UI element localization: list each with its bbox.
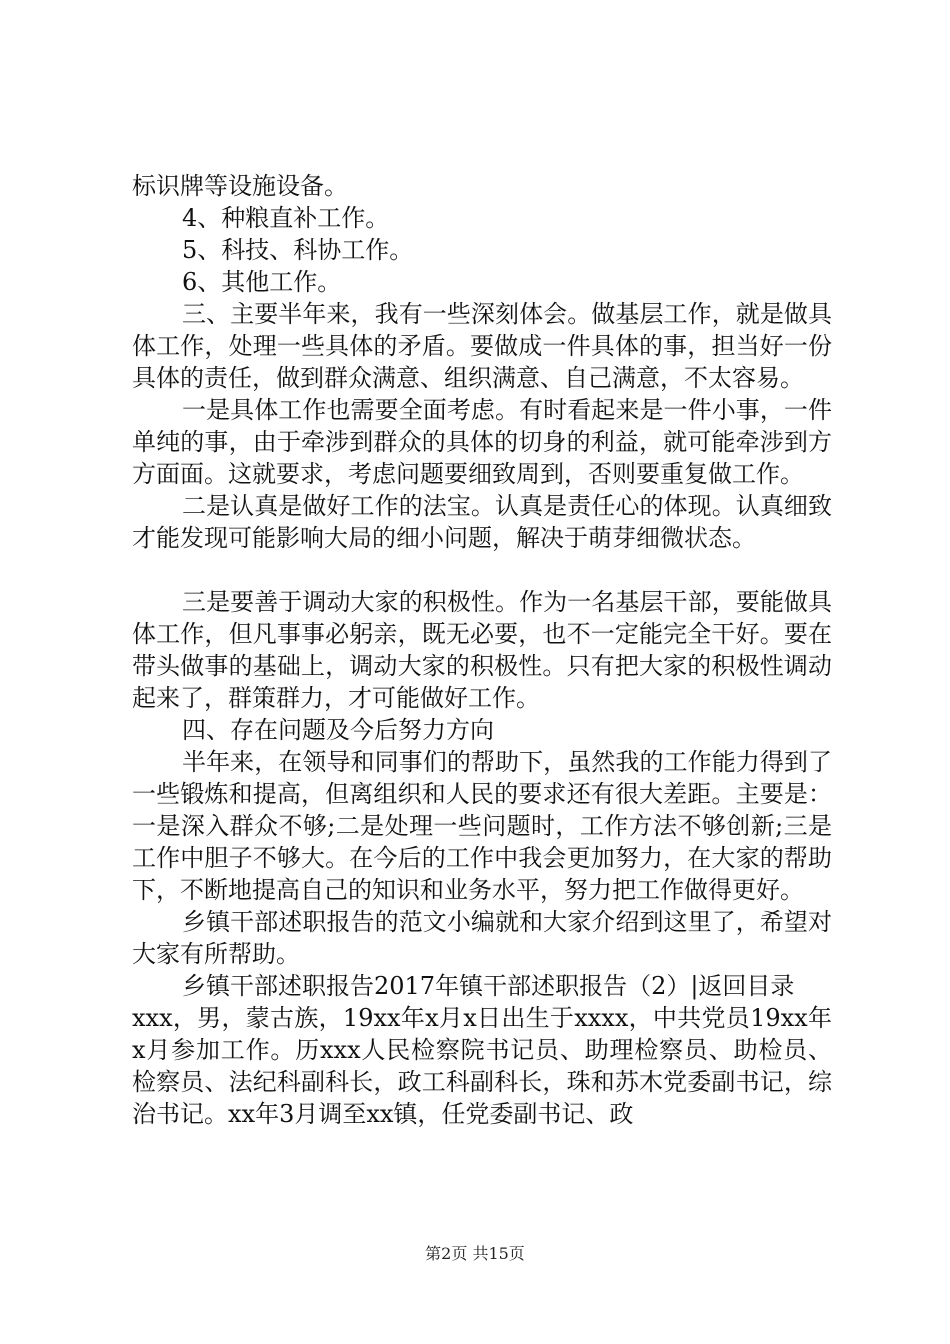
- document-body: [132, 170, 832, 1130]
- paragraph-point-2: 二是认真是做好工作的法宝。认真是责任心的体现。认真细致才能发现可能影响大局的细小问题，解决于萌芽细微状态。: [132, 492, 832, 552]
- paragraph-point-1: 一是具体工作也需要全面考虑。有时看起来是一件小事，一件单纯的事，由于牵涉到群众的具体的切身的利益，就可能牵涉到方方面面。这就要求，考虑问题要细致周到，否则要重复做工作。: [132, 396, 832, 488]
- paragraph-point-3: 三是要善于调动大家的积极性。作为一名基层干部，要能做具体工作，但凡事事必躬亲，既无必要，也不一定能完全干好。要在带头做事的基础上，调动大家的积极性。只有把大家的积极性调动起来了，群策群力，才可能做好工作。: [132, 588, 832, 712]
- paragraph-bio: xxx，男，蒙古族，19xx年x月x日出生于xxxx，中共党员19xx年x月参加工作。历xxx人民检察院书记员、助理检察员、助检员、检察员、法纪科副科长，政工科副科长，珠和苏木党委副书记，综治书记。xx年3月调至xx镇，任党委副书记、政: [132, 1004, 832, 1128]
- paragraph-problems: 半年来，在领导和同事们的帮助下，虽然我的工作能力得到了一些锻炼和提高，但离组织和人民的要求还有很大差距。主要是：一是深入群众不够;二是处理一些问题时，工作方法不够创新;三是工作中胆子不够大。在今后的工作中我会更加努力，在大家的帮助下，不断地提高自己的知识和业务水平，努力把工作做得更好。: [132, 748, 832, 904]
- paragraph-continuation: 标识牌等设施设备。: [132, 172, 348, 200]
- paragraph-section-3: 三、主要半年来，我有一些深刻体会。做基层工作，就是做具体工作，处理一些具体的矛盾。要做成一件具体的事，担当好一份具体的责任，做到群众满意、组织满意、自己满意，不太容易。: [132, 300, 832, 392]
- page-number-footer: 第2页 共15页: [425, 1244, 525, 1263]
- paragraph-section-4-heading: 四、存在问题及今后努力方向: [182, 716, 494, 744]
- paragraph-item-6: 6、其他工作。: [182, 268, 342, 296]
- paragraph-item-4: 4、种粮直补工作。: [182, 204, 390, 232]
- paragraph-closing: 乡镇干部述职报告的范文小编就和大家介绍到这里了，希望对大家有所帮助。: [132, 908, 832, 968]
- paragraph-item-5: 5、科技、科协工作。: [182, 236, 414, 264]
- paragraph-report-2-title: 乡镇干部述职报告2017年镇干部述职报告（2）|返回目录: [182, 972, 795, 1000]
